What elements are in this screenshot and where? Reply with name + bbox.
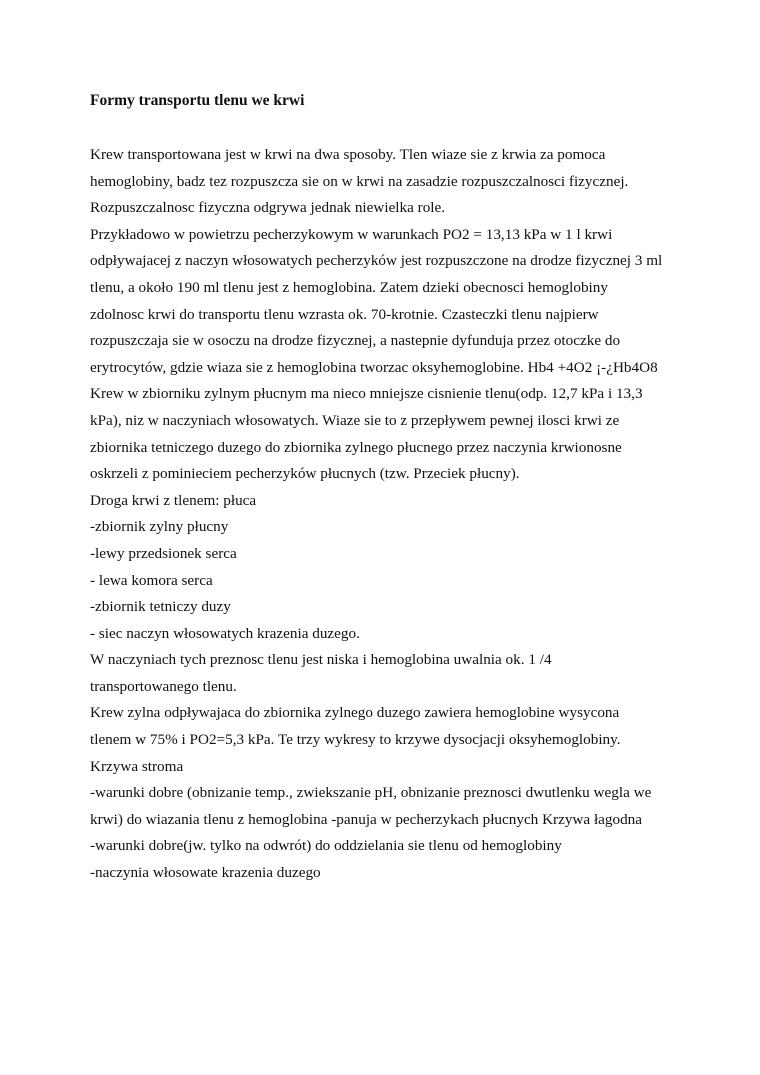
text-line: tlenu, a około 190 ml tlenu jest z hemoglobina. Zatem dzieki obecnosci hemoglobiny — [90, 278, 608, 296]
text-line: Przykładowo w powietrzu pecherzykowym w warunkach PO2 = 13,13 kPa w 1 l krwi — [90, 225, 613, 243]
text-line: rozpuszczaja sie w osoczu na drodze fizycznej, a nastepnie dyfunduja przez otoczke do — [90, 332, 621, 350]
text-line: -lewy przedsionek serca — [90, 544, 237, 562]
document-title: Formy transportu tlenu we krwi — [90, 92, 305, 109]
text-line: - siec naczyn włosowatych krazenia duzego. — [90, 624, 360, 642]
text-line: W naczyniach tych preznosc tlenu jest niska i hemoglobina uwalnia ok. 1 /4 — [90, 651, 552, 669]
document-text — [90, 142, 690, 887]
text-line: -zbiornik tetniczy duzy — [90, 598, 231, 616]
text-line: -warunki dobre(jw. tylko na odwrót) do oddzielania sie tlenu od hemoglobiny — [90, 837, 562, 855]
text-line: oskrzeli z pominieciem pecherzyków płucnych (tzw. Przeciek płucny). — [90, 465, 520, 483]
text-line: erytrocytów, gdzie wiaza sie z hemoglobina tworzac oksyhemoglobine. Hb4 +4O2 ¡-¿Hb4O8 — [90, 358, 658, 376]
text-line: zdolnosc krwi do transportu tlenu wzrasta ok. 70-krotnie. Czasteczki tlenu najpierw — [90, 305, 599, 323]
text-line: kPa), niz w naczyniach włosowatych. Wiaze sie to z przepływem pewnej ilosci krwi ze — [90, 411, 620, 429]
text-line: Krzywa stroma — [90, 757, 184, 775]
text-line: Krew transportowana jest w krwi na dwa sposoby. Tlen wiaze sie z krwia za pomoca — [90, 146, 606, 163]
text-line: hemoglobiny, badz tez rozpuszcza sie on w krwi na zasadzie rozpuszczalnosci fizycznej. — [90, 172, 629, 190]
text-line: Droga krwi z tlenem: płuca — [90, 491, 257, 509]
text-line: Krew w zbiorniku zylnym płucnym ma nieco mniejsze cisnienie tlenu(odp. 12,7 kPa i 13,3 — [90, 385, 643, 403]
text-line: transportowanego tlenu. — [90, 677, 237, 695]
document-body — [90, 91, 690, 887]
text-line: krwi) do wiazania tlenu z hemoglobina -panuja w pecherzykach płucnych Krzywa łagodna — [90, 810, 643, 828]
text-line: Rozpuszczalnosc fizyczna odgrywa jednak niewielka role. — [90, 199, 446, 217]
text-line: zbiornika tetniczego duzego do zbiornika zylnego płucnego przez naczynia krwionosne — [90, 438, 622, 456]
text-line: Krew zylna odpływajaca do zbiornika zylnego duzego zawiera hemoglobine wysycona — [90, 704, 620, 722]
text-line: - lewa komora serca — [90, 571, 213, 589]
text-line: tlenem w 75% i PO2=5,3 kPa. Te trzy wykresy to krzywe dysocjacji oksyhemoglobiny. — [90, 731, 621, 749]
text-line: odpływajacej z naczyn włosowatych pecherzyków jest rozpuszczone na drodze fizycznej 3 ml — [90, 252, 663, 270]
text-line: -warunki dobre (obnizanie temp., zwiekszanie pH, obnizanie preznosci dwutlenku wegla we — [90, 784, 652, 802]
text-line: -naczynia włosowate krazenia duzego — [90, 864, 321, 882]
text-line: -zbiornik zylny płucny — [90, 518, 229, 536]
